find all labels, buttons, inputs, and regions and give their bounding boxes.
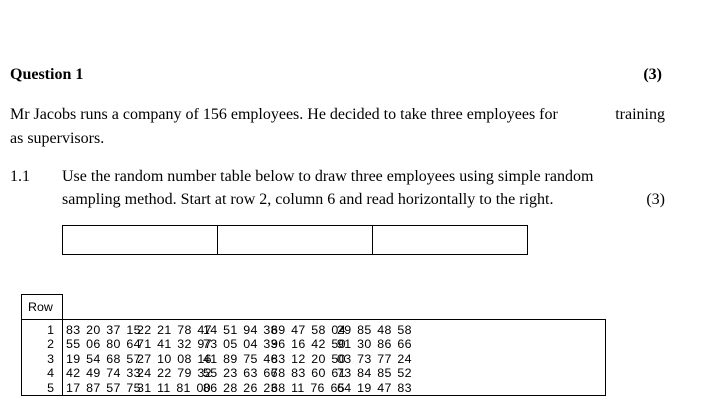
row-labels [22, 320, 63, 396]
sub-question-line-2-text: sampling method. Start at row 2, column 6 and read horizontally to the right. [62, 191, 554, 208]
digit-group: 22 21 78 47 [137, 323, 212, 337]
sub-question-line-1: Use the random number table below to draw three employees using simple random [62, 168, 594, 185]
digit-group: 55 23 63 66 [203, 366, 278, 381]
question-intro [10, 103, 665, 151]
sub-question-marks: (3) [646, 191, 665, 208]
digit-group: 68 11 76 65 [271, 380, 345, 395]
table-row [66, 381, 601, 395]
sub-question-line-2 [62, 188, 665, 211]
digit-group: 19 54 68 57 [66, 351, 141, 366]
digit-group: 55 06 80 64 [66, 337, 141, 352]
row-column-header: Row [22, 295, 63, 320]
digit-group: 83 20 37 15 [66, 323, 141, 337]
intro-line-1 [10, 103, 665, 127]
answer-box-3[interactable] [373, 226, 527, 254]
sub-question-text [62, 165, 665, 211]
digit-group: 03 73 77 24 [337, 351, 412, 366]
row-label: 2 [47, 337, 54, 352]
digit-group: 27 10 08 16 [137, 351, 212, 366]
row-label: 3 [47, 351, 54, 366]
digit-group: 71 41 32 97 [137, 337, 212, 352]
digit-group: 29 85 48 58 [337, 323, 412, 337]
intro-line-2: as supervisors. [10, 130, 105, 147]
table-row [66, 366, 601, 380]
random-digits [63, 320, 606, 396]
digit-group: 17 87 57 75 [66, 380, 141, 395]
digit-group: 14 51 94 38 [203, 323, 278, 337]
digit-group: 69 47 58 04 [271, 323, 346, 337]
answer-boxes [62, 225, 528, 255]
digit-group: 41 89 75 46 [203, 351, 278, 366]
intro-line-1-end: training [615, 106, 665, 123]
table-row [66, 323, 601, 337]
random-number-table [21, 294, 606, 396]
digit-group: 64 19 47 83 [337, 380, 412, 395]
answer-box-1[interactable] [63, 226, 218, 254]
digit-group: 83 12 20 50 [271, 351, 346, 366]
answer-box-2[interactable] [218, 226, 373, 254]
table-header-row [22, 295, 606, 320]
sub-question-number: 1.1 [10, 168, 30, 185]
question-heading [10, 66, 662, 88]
row-label: 4 [47, 366, 54, 381]
digit-group: 91 30 86 66 [337, 337, 412, 352]
question-marks: (3) [643, 66, 662, 83]
table-body [22, 320, 606, 396]
digit-group: 86 28 26 23 [203, 380, 278, 395]
digit-group: 96 16 42 50 [271, 337, 346, 352]
row-label: 5 [47, 380, 54, 395]
digit-group: 42 49 74 33 [66, 366, 141, 381]
digit-group: 73 05 04 33 [203, 337, 278, 352]
digit-group: 73 84 85 52 [337, 366, 412, 381]
intro-line-1-text: Mr Jacobs runs a company of 156 employees. He decided to take three employees for [10, 106, 558, 123]
table-row [66, 352, 601, 366]
row-label: 1 [47, 323, 54, 337]
digit-group: 24 22 79 32 [137, 366, 212, 381]
table-row [66, 337, 601, 351]
digit-group: 31 11 81 00 [137, 380, 211, 395]
digit-group: 78 83 60 61 [271, 366, 346, 381]
question-title: Question 1 [10, 66, 84, 83]
